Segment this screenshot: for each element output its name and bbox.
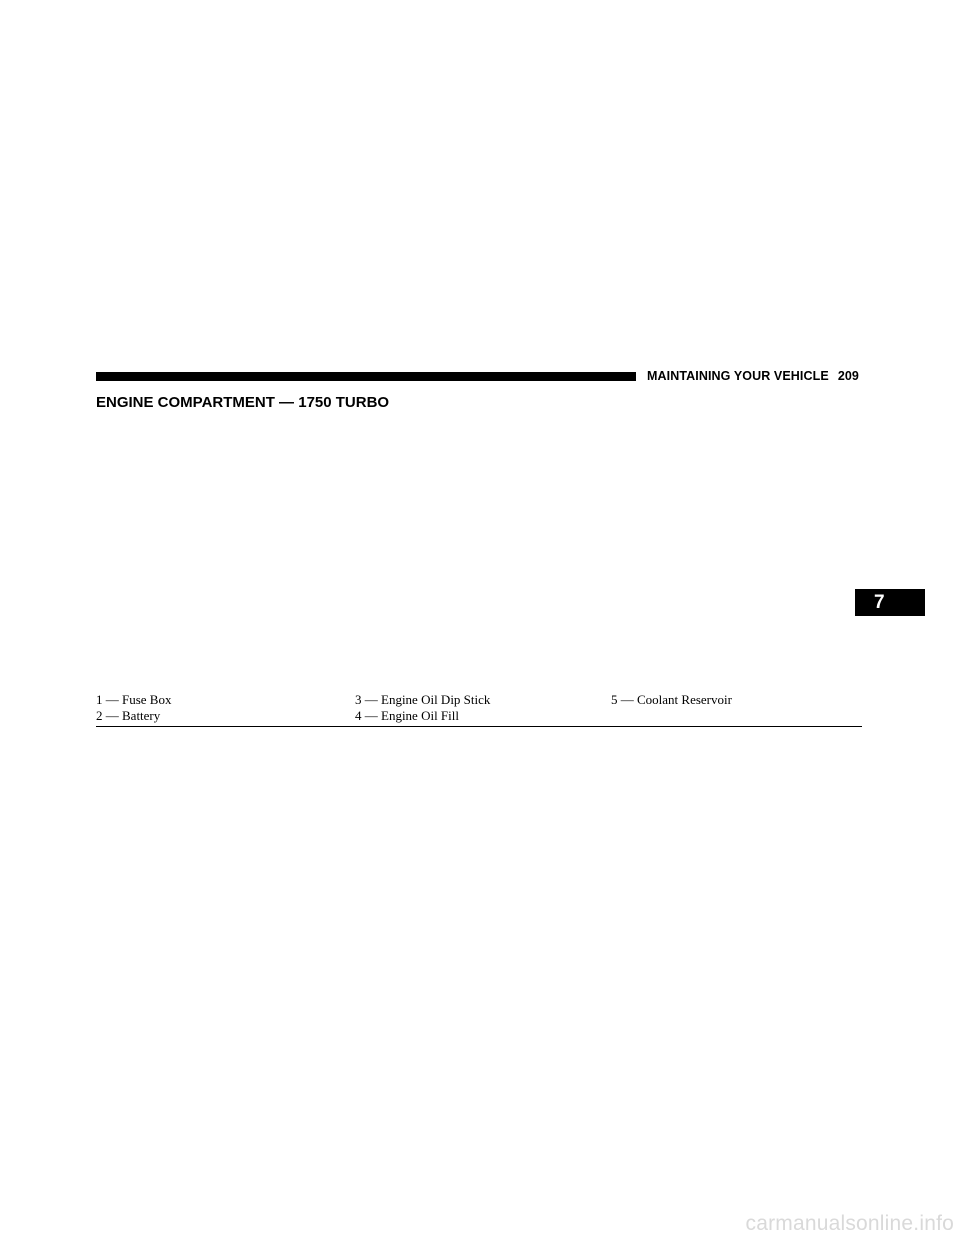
page-number: 209 — [837, 369, 859, 383]
legend-divider — [96, 726, 862, 727]
legend-column-2 — [355, 692, 490, 724]
legend-column-3 — [611, 692, 732, 708]
legend-item: 3 — Engine Oil Dip Stick — [355, 692, 491, 707]
legend-item: 4 — Engine Oil Fill — [355, 708, 459, 723]
header-bar — [96, 372, 636, 381]
watermark: carmanualsonline.info — [745, 1212, 954, 1235]
legend-item: 5 — Coolant Reservoir — [611, 692, 732, 707]
legend-item: 1 — Fuse Box — [96, 692, 172, 707]
section-title: ENGINE COMPARTMENT — 1750 TURBO — [96, 394, 390, 411]
header-section-title: MAINTAINING YOUR VEHICLE — [647, 369, 829, 383]
chapter-tab: 7 — [855, 589, 925, 616]
engine-compartment-figure — [96, 420, 862, 688]
legend-item: 2 — Battery — [96, 708, 161, 723]
legend-column-1 — [96, 692, 171, 724]
running-header — [647, 369, 859, 384]
